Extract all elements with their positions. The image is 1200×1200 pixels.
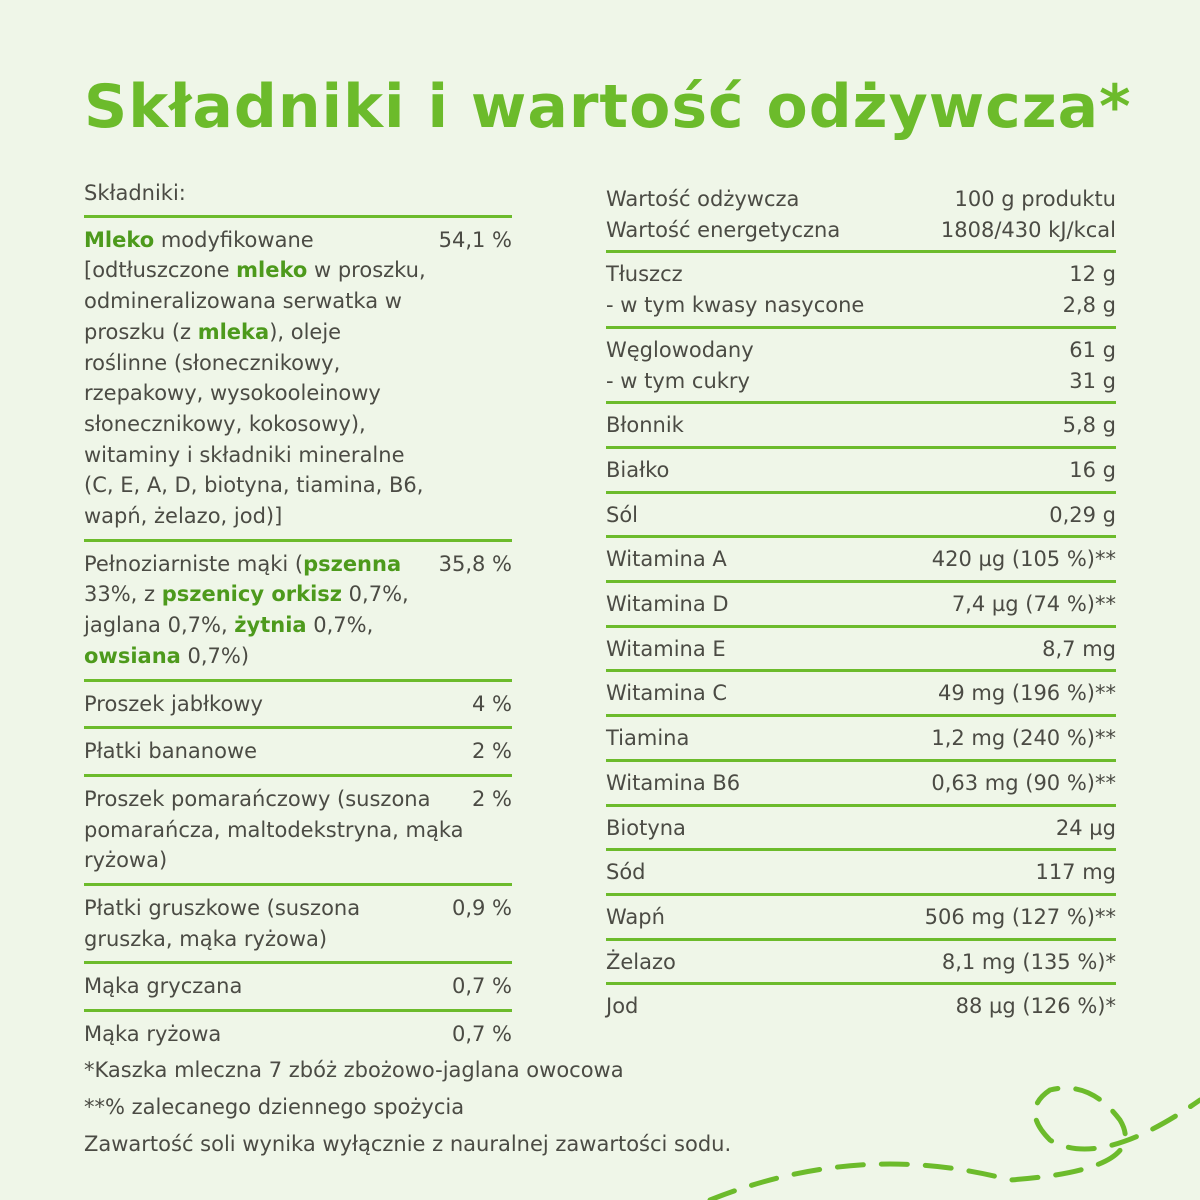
- nutrition-line: [606, 455, 1116, 486]
- ingredient-percentage: 0,7 %: [451, 974, 512, 999]
- nutrient-name: Biotyna: [606, 815, 686, 840]
- page-title: Składniki i wartość odżywcza*: [84, 72, 1132, 142]
- nutrient-value: 8,1 mg (135 %)*: [941, 949, 1116, 974]
- nutrient-value: 1,2 mg (240 %)**: [931, 726, 1116, 751]
- nutrient-name: Sól: [606, 502, 639, 527]
- ingredients-column: [84, 178, 512, 1057]
- nutrition-line: [606, 991, 1116, 1022]
- nutrient-value: 420 µg (105 %)**: [931, 547, 1116, 572]
- nutrient-name: Wartość odżywcza: [606, 187, 800, 211]
- nutrition-row: [606, 494, 1116, 539]
- ingredients-header: Składniki:: [84, 178, 512, 218]
- nutrient-name: - w tym cukry: [606, 368, 750, 393]
- nutrient-value: 16 g: [1069, 457, 1116, 482]
- ingredient-description: Płatki gruszkowe (suszona gruszka, mąka ryżowa): [84, 896, 361, 951]
- nutrient-value: 24 µg: [1055, 815, 1116, 840]
- nutrient-name: Wartość energetyczna: [606, 217, 841, 242]
- nutrition-line: [606, 813, 1116, 844]
- ingredient-percentage: 0,7 %: [451, 1022, 512, 1047]
- footnote: *Kaszka mleczna 7 zbóż zbożowo-jaglana owocowa: [84, 1058, 624, 1082]
- nutrient-name: Wapń: [606, 904, 665, 929]
- nutrition-line: [606, 544, 1116, 575]
- nutrition-line: [606, 768, 1116, 799]
- ingredient-percentage: 35,8 %: [438, 551, 512, 576]
- nutrition-table: [606, 178, 1116, 1027]
- nutrient-name: Witamina D: [606, 592, 729, 617]
- nutrition-row: [606, 941, 1116, 986]
- nutrition-line: [606, 366, 1116, 397]
- nutrient-value: 0,29 g: [1049, 502, 1116, 527]
- nutrition-row: [606, 807, 1116, 852]
- ingredient-row: [84, 777, 512, 886]
- nutrient-name: Witamina E: [606, 636, 726, 661]
- nutrition-line: [606, 678, 1116, 709]
- nutrient-name: Błonnik: [606, 413, 684, 438]
- ingredient-description: Proszek jabłkowy: [84, 691, 263, 716]
- ingredient-row: [84, 682, 512, 730]
- ingredient-row: [84, 886, 512, 964]
- nutrient-name: Witamina A: [606, 547, 727, 572]
- nutrition-row: [606, 583, 1116, 628]
- ingredient-description: Mąka gryczana: [84, 974, 243, 999]
- ingredient-row: [84, 729, 512, 777]
- nutrient-name: Jod: [606, 994, 639, 1019]
- ingredient-description: Płatki bananowe: [84, 739, 258, 764]
- nutrition-row: [606, 985, 1116, 1027]
- nutrient-value: 88 µg (126 %)*: [955, 994, 1116, 1019]
- ingredient-row: [84, 1012, 512, 1057]
- ingredient-percentage: 4 %: [472, 691, 512, 716]
- dashed-swirl-decoration: [680, 1060, 1200, 1200]
- ingredient-description: Pełnoziarniste mąki (pszenna 33%, z pszenicy orkisz 0,7%, jaglana 0,7%, żytnia 0,7%, owsiana 0,7%): [84, 551, 409, 668]
- ingredient-row: [84, 964, 512, 1012]
- nutrition-row: [606, 449, 1116, 494]
- nutrient-value: 1808/430 kJ/kcal: [940, 217, 1116, 242]
- ingredient-description: Mleko modyfikowane [odtłuszczone mleko w proszku, odmineralizowana serwatka w proszku (z mleka), oleje roślinne (słonecznikowy, rzepakowy, wysokooleinowy słonecznikowy, kokosowy), witaminy i składniki mineralne (C, E, A, D, biotyna, tiamina, B6, wapń, żelazo, jod)]: [84, 227, 426, 529]
- nutrition-row: [606, 762, 1116, 807]
- footnote: Zawartość soli wynika wyłącznie z nauralnej zawartości sodu.: [84, 1132, 732, 1156]
- nutrient-value: 100 g produktu: [954, 187, 1116, 211]
- nutrient-value: 7,4 µg (74 %)**: [951, 592, 1116, 617]
- ingredient-percentage: 54,1 %: [438, 227, 512, 252]
- footnote: **% zalecanego dziennego spożycia: [84, 1095, 465, 1119]
- nutrition-line: [606, 500, 1116, 531]
- nutrition-line: [606, 259, 1116, 290]
- nutrient-name: Żelazo: [606, 949, 676, 974]
- nutrition-row: [606, 672, 1116, 717]
- nutrition-line: [606, 184, 1116, 215]
- nutrient-value: 0,63 mg (90 %)**: [931, 770, 1116, 795]
- nutrition-line: [606, 634, 1116, 665]
- ingredient-description: Proszek pomarańczowy (suszona pomarańcza, maltodekstryna, mąka ryżowa): [84, 786, 464, 873]
- ingredients-list: [84, 218, 512, 1057]
- nutrition-line: [606, 947, 1116, 978]
- nutrient-name: Tłuszcz: [606, 262, 683, 287]
- nutrient-value: 2,8 g: [1062, 293, 1116, 318]
- nutrient-name: Białko: [606, 457, 670, 482]
- nutrition-line: [606, 335, 1116, 366]
- nutrition-line: [606, 857, 1116, 888]
- ingredient-percentage: 2 %: [472, 739, 512, 764]
- nutrient-name: - w tym kwasy nasycone: [606, 293, 865, 318]
- nutrient-name: Tiamina: [606, 726, 690, 751]
- nutrition-line: [606, 290, 1116, 321]
- nutrition-row: [606, 253, 1116, 328]
- nutrition-line: [606, 215, 1116, 246]
- nutrient-value: 5,8 g: [1062, 413, 1116, 438]
- nutrient-value: 49 mg (196 %)**: [938, 681, 1116, 706]
- nutrition-line: [606, 410, 1116, 441]
- nutrient-value: 61 g: [1069, 337, 1116, 362]
- nutrition-row: [606, 538, 1116, 583]
- nutrition-row: [606, 717, 1116, 762]
- nutrition-row: [606, 404, 1116, 449]
- nutrient-name: Sód: [606, 860, 646, 885]
- nutrition-row: [606, 896, 1116, 941]
- nutrition-row: [606, 628, 1116, 673]
- ingredient-row: [84, 542, 512, 682]
- nutrient-name: Witamina B6: [606, 770, 741, 795]
- nutrient-name: Witamina C: [606, 681, 728, 706]
- nutrient-value: 8,7 mg: [1042, 636, 1116, 661]
- nutrition-row: [606, 178, 1116, 253]
- ingredient-row: [84, 218, 512, 542]
- ingredient-percentage: 0,9 %: [451, 896, 512, 921]
- nutrition-line: [606, 902, 1116, 933]
- nutrient-name: Węglowodany: [606, 337, 754, 362]
- nutrition-row: [606, 851, 1116, 896]
- nutrient-value: 117 mg: [1035, 860, 1116, 885]
- footnotes: [84, 1052, 731, 1163]
- nutrition-row: [606, 329, 1116, 404]
- nutrient-value: 12 g: [1069, 262, 1116, 287]
- ingredient-percentage: 2 %: [472, 786, 512, 811]
- nutrient-value: 31 g: [1069, 368, 1116, 393]
- nutrition-line: [606, 723, 1116, 754]
- ingredient-description: Mąka ryżowa: [84, 1022, 222, 1047]
- nutrition-line: [606, 589, 1116, 620]
- nutrient-value: 506 mg (127 %)**: [924, 904, 1116, 929]
